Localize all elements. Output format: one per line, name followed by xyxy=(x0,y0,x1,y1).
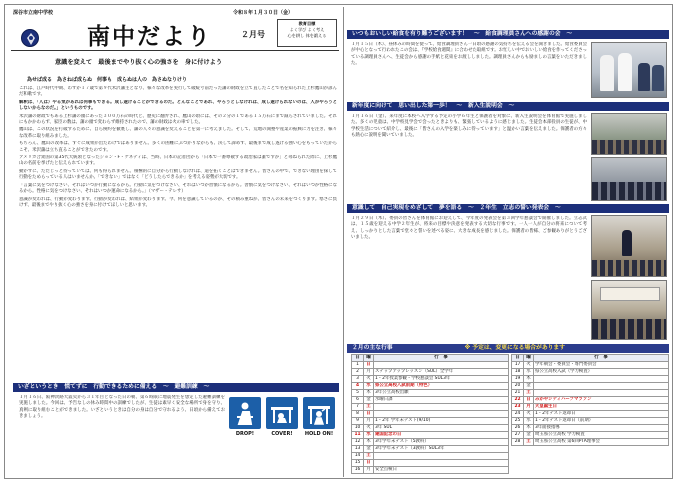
schedule-day: 11 xyxy=(352,432,364,439)
schedule-row xyxy=(352,446,509,453)
principal-paragraph: 米沢藩の財政でもある上杉藩の頭にあった３００万石の時代と、歴史に翻弄され、鷹山の頃には、その２分の１である１５万石にまで減らされていました。それにもかかわらず、家臣の数は、藩の頭で変わらず維持されたので、藩の財政は火の車でした。 xyxy=(19,113,337,126)
principal-paragraph: 「言葉に気をつけなさい、それはいつか行動になるから。行動に気をつけなさい、それはいつか習慣になるから。習慣に気をつけなさい、それはいつか性格になるから。性格に気をつけなさい、それはいつか運命になるから。」（マザー・テレサ） xyxy=(19,182,337,195)
schedule-day: 21 xyxy=(512,390,524,397)
schedule-event xyxy=(534,383,669,390)
schedule-row xyxy=(512,439,669,446)
schedule-day: 9 xyxy=(352,418,364,425)
schedule-weekday: 水 xyxy=(364,432,374,439)
principal-headline: 意識を変えて 最後までやり抜く心の強さを 身に付けよう xyxy=(55,59,223,66)
schedule-weekday: 月 xyxy=(364,467,374,474)
schedule-weekday: 木 xyxy=(524,376,534,383)
schedule-row xyxy=(352,467,509,474)
schedule-event: 1・2年テスト返却日 xyxy=(534,411,669,418)
col-header-day: 日 xyxy=(352,355,364,362)
oath-photo-1 xyxy=(591,215,667,277)
schedule-event: 県公立高校入試前期（特色） xyxy=(374,383,509,390)
schedule-weekday: 土 xyxy=(364,404,374,411)
schedule-event: 安全点検日 xyxy=(374,467,509,474)
schedule-day: 16 xyxy=(352,467,364,474)
col-header-weekday: 曜 xyxy=(524,355,534,362)
header-rule xyxy=(11,50,339,51)
schedule-row xyxy=(352,411,509,418)
principal-paragraph: 鷹山は、この状況を打破するために、自ら倹約を徹底し、藩の人々の意識を変えることを第一に考えました。そして、荒地の開墾や産業の振興に力を注ぎ、様々な改革に取り組みました。 xyxy=(19,127,337,139)
schedule-event: 3年公立高校出願 xyxy=(374,390,509,397)
schedule-day: 2 xyxy=(352,369,364,376)
schedule-event: 学年朝会・委員会・専門委員会 xyxy=(534,362,669,369)
cover-label: COVER! xyxy=(271,431,293,437)
schedule-row xyxy=(352,383,509,390)
oath-text: １月２９日（木）、委員の皆さんを体育館にお迎えして、今年度の発表会を第３回学年懇談会で開催しました。立志式は、１５歳を迎える中学２年生が、将来の目標や決意を発表する大切な行事です。一人一人が自分の将来について考え、しっかりとした言葉で堂々と誓いを述べる姿に、大きな成長を感じました。保護者の皆様、ご参観ありがとうございました。 xyxy=(351,216,587,241)
schedule-day: 8 xyxy=(352,411,364,418)
schedule-day: 13 xyxy=(352,446,364,453)
schedule-day: 19 xyxy=(512,376,524,383)
schedule-day: 12 xyxy=(352,439,364,446)
schedule-row xyxy=(512,432,669,439)
schedule-event: 天皇誕生日 xyxy=(534,404,669,411)
schedule-event: みかやシティハーフマラソン xyxy=(534,397,669,404)
schedule-weekday: 水 xyxy=(524,418,534,425)
schedule-day: 1 xyxy=(352,362,364,369)
principal-paragraph: もちろん、鷹山の改革は、すぐに成果が出たわけではありません。多くの困難にぶつかりながらも、決して諦めず、最後まで成し遂げる強い心をもっていたからこそ、米沢藩は立ち直ることができたのです。 xyxy=(19,141,337,153)
schedule-row xyxy=(352,418,509,425)
hold-on-icon xyxy=(303,397,335,429)
schedule-weekday: 日 xyxy=(364,460,374,467)
schedule-weekday: 金 xyxy=(524,432,534,439)
schedule-day: 17 xyxy=(512,362,524,369)
principal-paragraph: アメリカ合衆国の第35代大統領となったジョン・F・ケネディは、当時、日本の記者団から「日本で一番尊敬する政治家は誰ですか」と尋ねられた際に、上杉鷹山の名前を挙げたと伝えられています。 xyxy=(19,155,337,167)
schedule-event: 水曜日課 xyxy=(374,397,509,404)
goal-title: 教育目標 xyxy=(298,21,316,26)
schedule-day: 27 xyxy=(512,432,524,439)
schedule-row xyxy=(352,362,509,369)
schedule-row xyxy=(512,425,669,432)
drop-label: DROP! xyxy=(235,431,255,437)
schedule-row xyxy=(352,432,509,439)
schedule-row xyxy=(512,397,669,404)
schedule-row xyxy=(512,390,669,397)
lunch-text: １月１５日（木）、昼休みの時間を使って、給食調理員さん一日頃の感謝の気持ちを伝える会を開きました。給食委員会が中心となって行われたこの会は、『学校給食週間』に合わせた取組です。お忙しい中でおいしい給食を作ってくださっている調理員さんへ、生徒会から感謝の手紙と花束をお渡ししました。調理員さんからも励ましの言葉をいただきました。 xyxy=(351,42,587,67)
schedule-weekday: 水 xyxy=(524,369,534,376)
schedule-row xyxy=(512,369,669,376)
schedule-weekday: 日 xyxy=(364,411,374,418)
schedule-event: 1・2年授業参観・学校懇談会 SUL3年 xyxy=(374,376,509,383)
schedule-table-right xyxy=(511,354,669,446)
schedule-event xyxy=(534,376,669,383)
column-divider xyxy=(343,7,344,477)
schedule-event: 1・2年 学年末テスト(9/10) xyxy=(374,418,509,425)
goal-line-1: よく学び よく考え xyxy=(289,27,325,32)
schedule-weekday: 月 xyxy=(364,369,374,376)
newstu-text: １月１６日（金）、来年度に本校へ入学する予定の小学６年生と保護者を対象に、新入生説明会を体育館で実施しました。多くの児童は、中学校見学会で会ったときよりも、緊張しているように感じました。生徒会本部役員の生徒が、中学校生活について紹介し、最後に「皆さんの入学を楽しみに待っています」と温かい言葉を伝えました。保護者の方々も熱心に説明を聞いていました。 xyxy=(351,114,587,139)
schedule-weekday: 金 xyxy=(364,446,374,453)
schedule-row xyxy=(352,404,509,411)
schedule-day: 24 xyxy=(512,411,524,418)
schedule-day: 28 xyxy=(512,439,524,446)
schedule-title: ２月の主な行事 xyxy=(352,345,393,351)
principal-paragraph: 意識が変われば、行動が変わります。行動が変われば、結果が変わります。今、何を意識しているのか、その積み重ねが、皆さんの未来をつくります。寒さに負けず、最後までやり抜く心の強さを身に付けてほしいと思います。 xyxy=(19,196,337,208)
school-emblem-icon xyxy=(21,29,39,47)
schedule-weekday: 火 xyxy=(524,411,534,418)
schedule-day: 3 xyxy=(352,376,364,383)
oath-photo-2 xyxy=(591,280,667,340)
schedule-weekday: 木 xyxy=(364,390,374,397)
goal-box xyxy=(277,19,337,47)
schedule-row xyxy=(352,390,509,397)
schedule-day: 18 xyxy=(512,369,524,376)
schedule-row xyxy=(512,376,669,383)
col-header-weekday: 曜 xyxy=(364,355,374,362)
schedule-row xyxy=(512,362,669,369)
schedule-weekday: 金 xyxy=(524,383,534,390)
principal-quote: 為せば成る 為さねば成らぬ 何事も 成らぬは人の 為さぬなりけり xyxy=(27,77,188,83)
col-header-event: 行 事 xyxy=(374,355,509,362)
drop-icon xyxy=(229,397,261,429)
schedule-day: 6 xyxy=(352,397,364,404)
schedule-section-bar xyxy=(347,344,669,353)
schedule-event xyxy=(534,390,669,397)
schedule-row xyxy=(512,418,669,425)
newsletter-page xyxy=(4,4,673,479)
schedule-weekday: 土 xyxy=(524,439,534,446)
schedule-weekday: 土 xyxy=(524,390,534,397)
schedule-row xyxy=(352,453,509,460)
schedule-row xyxy=(512,411,669,418)
schedule-weekday: 金 xyxy=(364,397,374,404)
schedule-event: ステップアップレッスン（SUL）全学年 xyxy=(374,369,509,376)
schedule-event: 3年学年末テスト（3教科）SUL3年 xyxy=(374,446,509,453)
schedule-event xyxy=(374,362,509,369)
principal-paragraph: これは、江戸時代中期、わずか１７歳で第９代米沢藩主となり、様々な改革を実行して破綻寸前だった藩の財政を立て直したことで名を知られた上杉鷹山が詠んだ和歌です。 xyxy=(19,86,337,98)
issue-label: ２月号 xyxy=(241,30,265,39)
col-header-event: 行 事 xyxy=(534,355,669,362)
schedule-event: 埼玉県公立高校 学力検査 xyxy=(534,432,669,439)
schedule-weekday: 月 xyxy=(364,418,374,425)
col-header-day: 日 xyxy=(512,355,524,362)
schedule-day: 4 xyxy=(352,383,364,390)
schedule-event: 埼玉県公立高校 第6回PTA理事会 xyxy=(534,439,669,446)
schedule-event: 3年面接指導 xyxy=(534,425,669,432)
schedule-day: 23 xyxy=(512,404,524,411)
principal-paragraph: 動かずに、ただじっと待っていては、何も得られません。積極的に自分から行動しなければ、道を拓くことはできません。皆さんの中で、できない理由を探して行動をためらっている人はいませんか。「できない」ではなく「どうしたらできるか」を考える姿勢が大切です。 xyxy=(19,168,337,181)
schedule-event: 1・2年テスト返却日（前期） xyxy=(534,418,669,425)
schedule-day: 7 xyxy=(352,404,364,411)
schedule-row xyxy=(352,369,509,376)
principal-body xyxy=(19,86,337,364)
schedule-event xyxy=(374,460,509,467)
schedule-day: 22 xyxy=(512,397,524,404)
schedule-weekday: 水 xyxy=(364,383,374,390)
schedule-weekday: 木 xyxy=(364,439,374,446)
schedule-day: 5 xyxy=(352,390,364,397)
schedule-day: 20 xyxy=(512,383,524,390)
goal-line-2: 心を耕し 体を鍛える xyxy=(287,33,327,38)
cover-icon xyxy=(266,397,298,429)
oath-section-bar: 意識して 自己実現をめざして 夢を語る ～ ２年生 立志の誓い発表会 ～ xyxy=(347,204,669,213)
schedule-event: 建国記念の日 xyxy=(374,432,509,439)
schedule-row xyxy=(352,460,509,467)
schedule-event: 県公立高校入試（学力検査） xyxy=(534,369,669,376)
drill-text: １月１６日、阪神淡路大震災から３１年目となった日の朝、第６時限に地震発生を想定した避難訓練を実施しました。今回は、予告なしの休み時間中の訓練でしたが、生徒は素早く安全な場所で身を守り、真剣に取り組むことができました。いざというときは自分の身は自分で守れるよう、日頃から備えておきましょう。 xyxy=(19,395,225,420)
schedule-row xyxy=(352,439,509,446)
schedule-day: 14 xyxy=(352,453,364,460)
schedule-day: 10 xyxy=(352,425,364,432)
drill-section-bar: いざというとき 慌てずに 行動できるために備える ～ 避難訓練 ～ xyxy=(13,383,339,392)
lunch-section-bar: いつもおいしい給食を有り難うございます！ ～ 給食調理員さんへの感謝の会 ～ xyxy=(347,30,669,39)
page-title: 南中だより xyxy=(87,23,212,50)
schedule-day: 15 xyxy=(352,460,364,467)
schedule-table-left xyxy=(351,354,509,474)
schedule-weekday: 日 xyxy=(524,397,534,404)
schedule-header-row xyxy=(352,355,509,362)
schedule-row xyxy=(512,404,669,411)
schedule-header-row xyxy=(512,355,669,362)
schedule-weekday: 火 xyxy=(364,376,374,383)
schedule-event: 3年 SUL xyxy=(374,425,509,432)
newstu-section-bar: 新年度に向けて 思い出した第一歩！ ～ 新入生説明会 ～ xyxy=(347,102,669,111)
schedule-row xyxy=(512,383,669,390)
newstu-photo-2 xyxy=(591,157,667,201)
principal-paragraph: 解釈は、「人は）やる気があれば何事もできる。成し遂げることができるのだ。どんなことであれ、やろうとしなければ、成し遂げられないのは、人がやろうとしないからなのだ。」というものです。 xyxy=(19,99,337,112)
schedule-weekday: 月 xyxy=(524,404,534,411)
schedule-row xyxy=(352,397,509,404)
hold-on-label: HOLD ON! xyxy=(304,431,334,437)
schedule-day: 26 xyxy=(512,425,524,432)
schedule-event xyxy=(374,411,509,418)
schedule-weekday: 木 xyxy=(524,425,534,432)
schedule-weekday: 土 xyxy=(364,453,374,460)
schedule-weekday: 火 xyxy=(524,362,534,369)
header-date: 令和８年１月３０日（金） xyxy=(233,10,294,16)
schedule-event xyxy=(374,404,509,411)
schedule-day: 25 xyxy=(512,418,524,425)
schedule-event: 3年学年末テスト（5教科） xyxy=(374,439,509,446)
header-school: 深谷市立南中学校 xyxy=(13,10,54,16)
schedule-row xyxy=(352,425,509,432)
schedule-note: ※ 予定は、変更になる場合があります xyxy=(464,345,566,351)
schedule-weekday: 火 xyxy=(364,425,374,432)
schedule-weekday: 日 xyxy=(364,362,374,369)
schedule-event xyxy=(374,453,509,460)
newstu-photo-1 xyxy=(591,113,667,155)
lunch-photo xyxy=(591,42,667,98)
schedule-row xyxy=(352,376,509,383)
